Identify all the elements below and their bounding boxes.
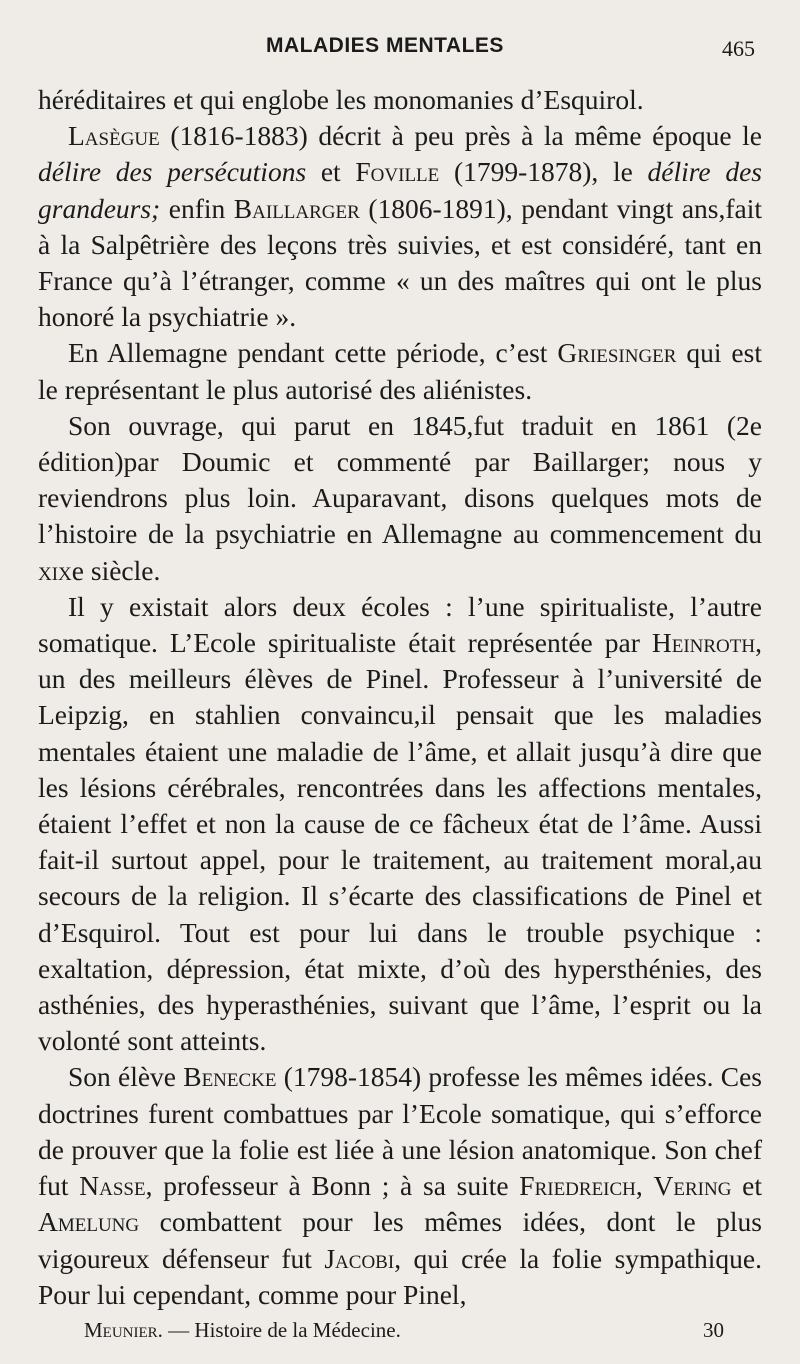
p2-name-foville: Foville (355, 156, 440, 188)
p3-text-2: qui est le représentant le plus autorisé des aliénistes. (38, 337, 762, 405)
p6-name-jacobi: Jacobi (324, 1242, 395, 1274)
p6-text-1: Son élève (68, 1061, 184, 1093)
p6-name-friedreich: Friedreich (519, 1170, 636, 1202)
p2-italic-1: délire des persécutions (38, 156, 307, 188)
p2-text-5: (1806-1891), pendant vingt ans,fait à la Salpêtrière des leçons très suivies, et est considéré, tant en France qu’à l’étranger, comme « un des maîtres qui ont le plus honoré la psychiatrie ». (38, 192, 762, 333)
p3-name-griesinger: Griesinger (557, 337, 677, 369)
p4-century-numeral: xix (38, 554, 72, 586)
p6-text-4: , (635, 1170, 654, 1202)
p6-text-2: (1798-1854) professe les mêmes idées. Ces doctrines furent combattues par l’Ecole somatique, qui s’efforce de prouver que la folie est liée à une lésion anatomique. Son chef fut (38, 1061, 762, 1202)
p6-name-benecke: Benecke (183, 1061, 277, 1093)
paragraph-2 (38, 118, 762, 335)
p6-text-6: combattent pour les mêmes idées, dont le plus vigoureux défenseur fut (38, 1206, 762, 1274)
p5-text-2: , un des meilleurs élèves de Pinel. Professeur à l’université de Leipzig, en stahlien convaincu,il pensait que les maladies mentales étaient une maladie de l’âme, et allait jusqu’à dire que les lésions cérébrales, rencontrées dans les affections mentales, étaient l’effet et non la cause de ce fâcheux état de l’âme. Aussi fait-il surtout appel, pour le traitement, au traitement moral,au secours de la religion. Il s’écarte des classifications de Pinel et d’Esquirol. Tout est pour lui dans le trouble psychique : exaltation, dépression, état mixte, d’où des hypersthénies, des asthénies, des hyperasthénies, suivant que l’âme, l’esprit ou la volonté sont atteints. (38, 627, 762, 1057)
p2-name-baillarger: Baillarger (233, 192, 360, 224)
p2-text-3: (1799-1878), le (439, 156, 648, 188)
p4-text-2: e siècle. (71, 554, 161, 586)
p6-name-amelung: Amelung (38, 1206, 140, 1238)
p2-name-lasegue: Lasègue (68, 120, 160, 152)
paragraph-4 (38, 408, 762, 589)
running-title: MALADIES MENTALES (266, 34, 504, 57)
p1-text-1: héréditaires et qui englobe les monomanies d’Esquirol. (38, 84, 644, 115)
p5-name-heinroth: Heinroth (651, 627, 756, 659)
page-footer (84, 1318, 724, 1350)
p5-text-1: Il y existait alors deux écoles : l’une spiritualiste, l’autre somatique. L’Ecole spiritualiste était représentée par (38, 590, 762, 659)
p3-text-1: En Allemagne pendant cette période, c’est (68, 337, 558, 369)
p2-text-2: et (306, 156, 356, 188)
running-head (0, 34, 800, 64)
p2-text-1: (1816-1883) décrit à peu près à la même époque le (159, 120, 762, 152)
body-text (38, 82, 762, 1313)
p6-name-vering: Vering (653, 1170, 732, 1202)
footer-book-title: — Histoire de la Médecine. (162, 1318, 401, 1342)
p6-text-5: et (731, 1170, 763, 1202)
footer-author: Meunier. (84, 1318, 163, 1342)
paragraph-1 (38, 82, 762, 118)
p4-text-1: Son ouvrage, qui parut en 1845,fut traduit en 1861 (2e édition)par Doumic et commenté par Baillarger; nous y reviendrons plus loin. Auparavant, disons quelques mots de l’histoire de la psychiatrie en Allemagne au commencement du (38, 409, 762, 550)
paragraph-6 (38, 1059, 762, 1312)
paragraph-5 (38, 589, 762, 1060)
paragraph-3 (38, 335, 762, 407)
signature-mark: 30 (703, 1318, 724, 1342)
p6-text-7: , qui crée la folie sympathique. Pour lui cependant, comme pour Pinel, (38, 1242, 762, 1310)
page-number: 465 (722, 36, 755, 61)
p2-text-4: enfin (160, 192, 234, 224)
p6-text-3: , professeur à Bonn ; à sa suite (145, 1170, 520, 1202)
p2-italic-2: délire des grandeurs; (38, 156, 762, 224)
p6-name-nasse: Nasse (79, 1170, 146, 1202)
